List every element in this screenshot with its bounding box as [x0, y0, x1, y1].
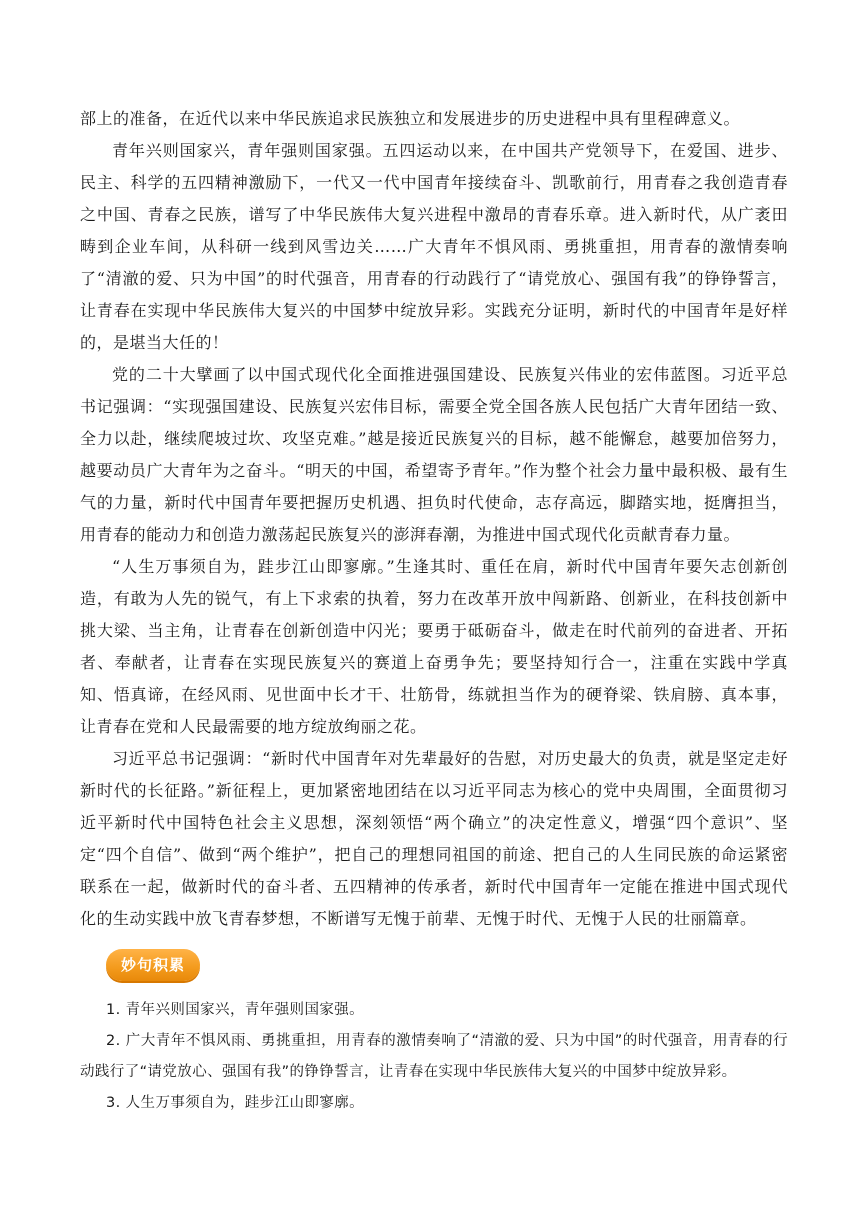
- quote-item-3: 3. 人生万事须自为，跬步江山即寥廓。: [106, 1095, 365, 1111]
- quote-list: [80, 995, 788, 1119]
- paragraph-2: 青年兴则国家兴，青年强则国家强。五四运动以来，在中国共产党领导下，在爱国、进步、民主、科学的五四精神激励下，一代又一代中国青年接续奋斗、凯歌前行，用青春之我创造青春之中国、青春之民族，谱写了中华民族伟大复兴进程中激昂的青春乐章。进入新时代，从广袤田畴到企业车间，从科研一线到风雪边关……广大青年不惧风雨、勇挑重担，用青春的激情奏响了“清澈的爱、只为中国”的时代强音，用青春的行动践行了“请党放心、强国有我”的铮铮誓言，让青春在实现中华民族伟大复兴的中国梦中绽放异彩。实践充分证明，新时代的中国青年是好样的，是堪当大任的！: [80, 141, 788, 352]
- paragraph-1: 部上的准备，在近代以来中华民族追求民族独立和发展进步的历史进程中具有里程碑意义。: [80, 109, 741, 128]
- document-page: [80, 103, 788, 1119]
- section-header: [80, 947, 788, 985]
- article-body: [80, 103, 788, 935]
- paragraph-4: “人生万事须自为，跬步江山即寥廓。”生逢其时、重任在肩，新时代中国青年要矢志创新创造，有敢为人先的锐气，有上下求索的执着，努力在改革开放中闯新路、创新业，在科技创新中挑大梁、当主角，让青春在创新创造中闪光；要勇于砥砺奋斗，做走在时代前列的奋进者、开拓者、奉献者，让青春在实现民族复兴的赛道上奋勇争先；要坚持知行合一，注重在实践中学真知、悟真谛，在经风雨、见世面中长才干、壮筋骨，练就担当作为的硬脊梁、铁肩膀、真本事，让青春在党和人民最需要的地方绽放绚丽之花。: [80, 557, 788, 736]
- section-badge: 妙句积累: [106, 949, 200, 981]
- paragraph-3: 党的二十大擘画了以中国式现代化全面推进强国建设、民族复兴伟业的宏伟蓝图。习近平总书记强调：“实现强国建设、民族复兴宏伟目标，需要全党全国各族人民包括广大青年团结一致、全力以赴，继续爬坡过坎、攻坚克难。”越是接近民族复兴的目标，越不能懈怠，越要加倍努力，越要动员广大青年为之奋斗。“明天的中国，希望寄予青年。”作为整个社会力量中最积极、最有生气的力量，新时代中国青年要把握历史机遇、担负时代使命，志存高远，脚踏实地，挺膺担当，用青春的能动力和创造力激荡起民族复兴的澎湃春潮，为推进中国式现代化贡献青春力量。: [80, 365, 788, 544]
- quote-item-2: 2. 广大青年不惧风雨、勇挑重担，用青春的激情奏响了“清澈的爱、只为中国”的时代强音，用青春的行动践行了“请党放心、强国有我”的铮铮誓言，让青春在实现中华民族伟大复兴的中国梦中绽放异彩。: [80, 1033, 788, 1080]
- paragraph-5: 习近平总书记强调：“新时代中国青年对先辈最好的告慰，对历史最大的负责，就是坚定走好新时代的长征路。”新征程上，更加紧密地团结在以习近平同志为核心的党中央周围，全面贯彻习近平新时代中国特色社会主义思想，深刻领悟“两个确立”的决定性意义，增强“四个意识”、坚定“四个自信”、做到“两个维护”，把自己的理想同祖国的前途、把自己的人生同民族的命运紧密联系在一起，做新时代的奋斗者、五四精神的传承者，新时代中国青年一定能在推进中国式现代化的生动实践中放飞青春梦想，不断谱写无愧于前辈、无愧于时代、无愧于人民的壮丽篇章。: [80, 749, 788, 928]
- quote-item-1: 1. 青年兴则国家兴，青年强则国家强。: [106, 1002, 365, 1018]
